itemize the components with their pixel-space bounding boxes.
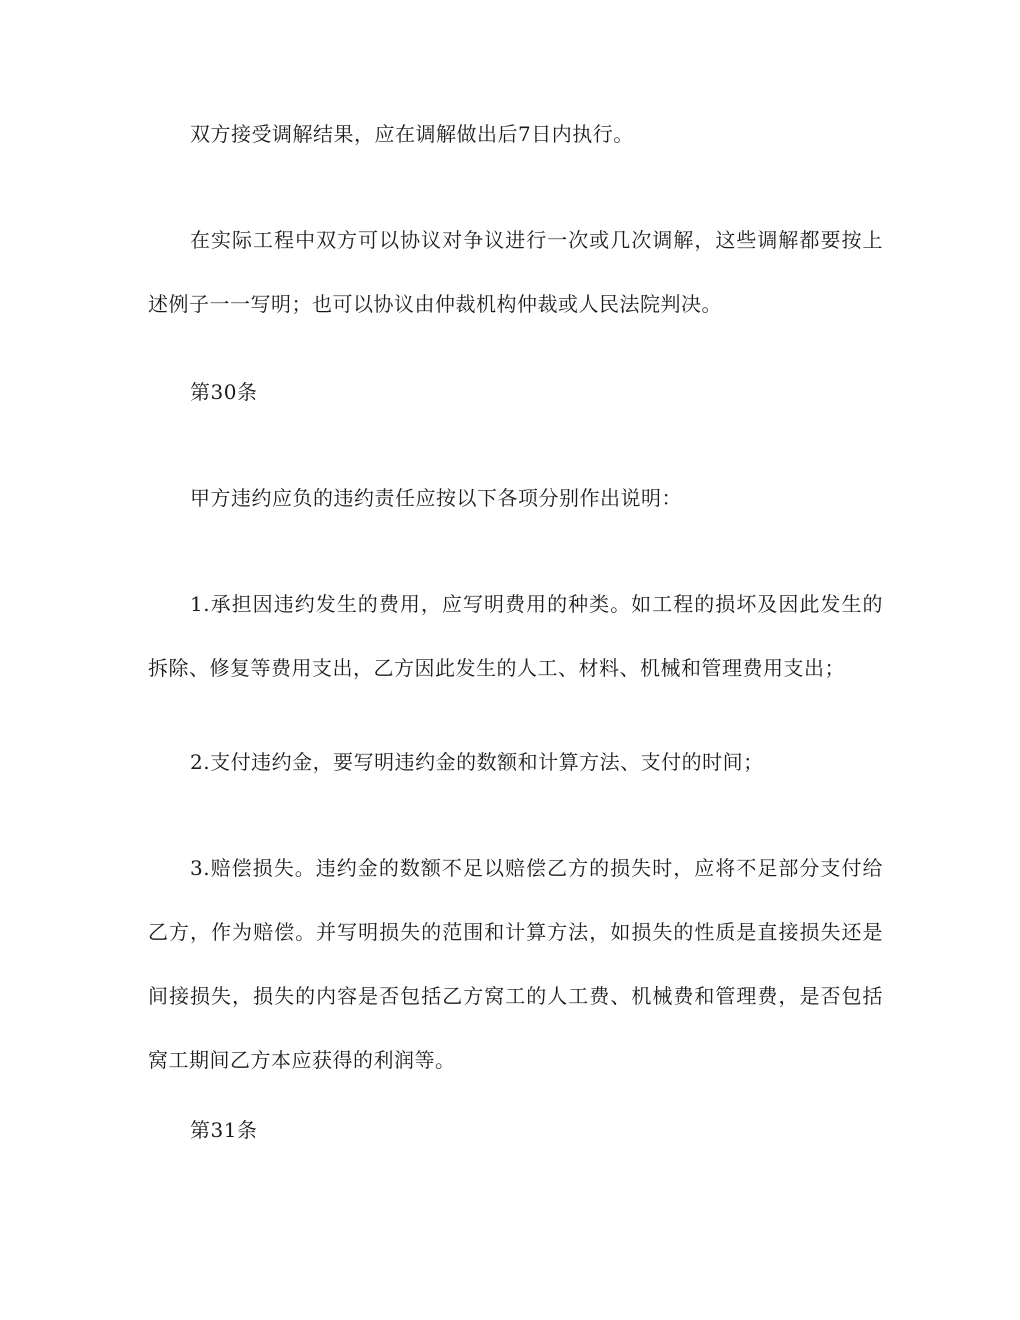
list-item-compensation: 3.赔偿损失。违约金的数额不足以赔偿乙方的损失时，应将不足部分支付给乙方，作为赔偿。并写明损失的范围和计算方法，如损失的性质是直接损失还是间接损失，损失的内容是否包括乙方窝工的人工费、机械费和管理费，是否包括窝工期间乙方本应获得的利润等。	[148, 856, 883, 1072]
paragraph-mediation-execution: 双方接受调解结果，应在调解做出后7日内执行。	[190, 122, 634, 146]
paragraph-breach-intro: 甲方违约应负的违约责任应按以下各项分别作出说明：	[190, 486, 682, 510]
article-heading-30: 第30条	[190, 380, 258, 404]
list-item-penalty: 2.支付违约金，要写明违约金的数额和计算方法、支付的时间；	[190, 750, 764, 774]
paragraph-mediation-practice: 在实际工程中双方可以协议对争议进行一次或几次调解，这些调解都要按上述例子一一写明；也可以协议由仲裁机构仲裁或人民法院判决。	[148, 228, 883, 316]
list-item-costs: 1.承担因违约发生的费用，应写明费用的种类。如工程的损坏及因此发生的拆除、修复等费用支出，乙方因此发生的人工、材料、机械和管理费用支出；	[148, 592, 883, 680]
article-heading-31: 第31条	[190, 1118, 258, 1142]
